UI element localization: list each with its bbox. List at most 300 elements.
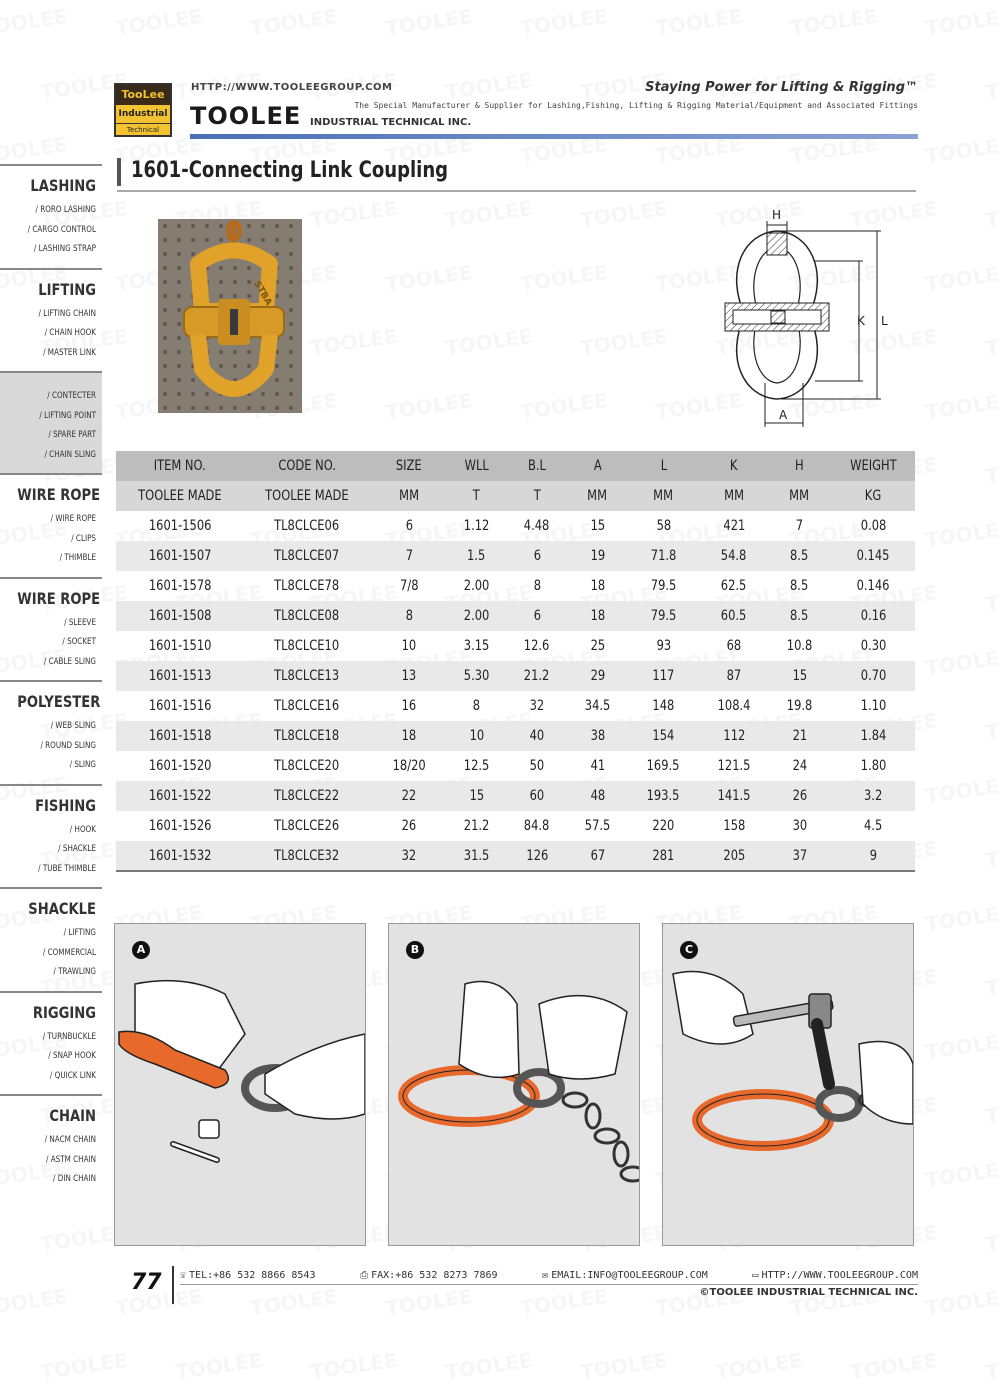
- watermark-text: [984, 196, 1000, 232]
- table-cell-text: 67: [590, 847, 605, 864]
- table-cell-text: 281: [652, 847, 675, 864]
- sidebar-group: [0, 268, 102, 372]
- sidebar-group: [0, 371, 102, 473]
- table-cell: [244, 691, 370, 721]
- table-cell: [244, 661, 370, 691]
- sidebar-item[interactable]: / RORO LASHING: [35, 205, 96, 215]
- table-row: [116, 661, 915, 691]
- table-row: [116, 631, 915, 661]
- column-header-text: H: [795, 458, 804, 474]
- watermark-text: [579, 196, 669, 232]
- table-cell-text: 84.8: [524, 818, 550, 834]
- table-cell: [370, 511, 448, 541]
- table-cell: [505, 511, 569, 541]
- table-cell: [569, 841, 626, 871]
- sidebar-item[interactable]: / DIN CHAIN: [53, 1174, 96, 1184]
- step-c-illustration: [663, 924, 914, 1246]
- table-row: [116, 811, 915, 841]
- watermark-text: [924, 1028, 1000, 1064]
- table-cell: [116, 661, 244, 691]
- company-logo: [114, 83, 172, 137]
- watermark-text: [924, 772, 1000, 808]
- table-cell: [370, 721, 448, 751]
- table-cell: [448, 841, 505, 871]
- table-cell-text: 22: [401, 788, 417, 804]
- table-cell: [767, 751, 832, 781]
- watermark-text: [519, 388, 609, 424]
- table-cell-text: TL8CLCE22: [274, 788, 340, 804]
- table-cell-text: 25: [590, 638, 605, 654]
- unit-header-text: MM: [789, 487, 810, 504]
- table-cell-text: 62.5: [721, 578, 747, 594]
- table-cell: [701, 751, 767, 781]
- table-cell-text: 37: [792, 847, 807, 864]
- table-cell: [701, 781, 767, 811]
- unit-header-text: MM: [724, 487, 744, 504]
- phone-icon: ☏: [180, 1270, 187, 1281]
- unit-header-text: MM: [399, 487, 419, 504]
- unit-header: [448, 481, 505, 511]
- table-cell-text: TL8CLCE06: [274, 518, 340, 535]
- step-b-illustration: [389, 924, 640, 1246]
- table-cell-text: 1601-1507: [148, 548, 212, 564]
- table-cell-text: 10: [401, 638, 417, 654]
- table-cell: [832, 631, 915, 661]
- sidebar-item[interactable]: / CHAIN SLING: [44, 449, 96, 460]
- watermark-text: [924, 4, 1000, 40]
- table-cell-text: 421: [723, 518, 745, 535]
- page-number: 77: [131, 1270, 162, 1295]
- logo-subtext: Industrial: [116, 105, 170, 124]
- watermark-text: [249, 4, 339, 40]
- sidebar-item[interactable]: / MASTER LINK: [43, 347, 96, 358]
- step-panel-b: [388, 923, 640, 1246]
- page-title: 1601-Connecting Link Coupling: [131, 158, 449, 183]
- contact-tel[interactable]: [180, 1270, 315, 1281]
- sidebar-category-title[interactable]: RIGGING: [32, 1002, 96, 1022]
- table-cell-text: 6: [533, 548, 541, 564]
- table-cell: [116, 541, 244, 571]
- table-cell: [832, 811, 915, 841]
- table-cell: [448, 601, 505, 631]
- sidebar-item[interactable]: / LASHING STRAP: [33, 244, 96, 254]
- column-header-text: CODE NO.: [278, 458, 336, 474]
- unit-header: [116, 481, 244, 511]
- sidebar-item[interactable]: / CLIPS: [71, 533, 96, 544]
- sidebar-category-title[interactable]: FISHING: [35, 795, 96, 815]
- table-cell: [767, 721, 832, 751]
- table-cell-text: TL8CLCE26: [274, 818, 340, 834]
- sidebar-item[interactable]: / SLEEVE: [64, 617, 96, 628]
- unit-header: [701, 481, 767, 511]
- table-cell-text: 18: [590, 608, 605, 624]
- table-cell-text: 15: [590, 518, 605, 535]
- table-cell-text: 10: [469, 728, 484, 744]
- table-cell: [701, 601, 767, 631]
- step-badge-c: C: [680, 941, 698, 959]
- table-cell: [569, 601, 626, 631]
- sidebar-item[interactable]: / SLING: [69, 760, 96, 770]
- table-cell: [701, 691, 767, 721]
- sidebar-group: [0, 887, 102, 991]
- table-cell-text: 1601-1526: [148, 818, 212, 834]
- table-row: [116, 511, 915, 541]
- table-cell-text: 38: [590, 728, 605, 744]
- table-cell: [832, 781, 915, 811]
- table-cell: [832, 541, 915, 571]
- column-header: [832, 451, 915, 481]
- table-cell-text: 12.6: [524, 638, 550, 654]
- table-cell-text: 154: [652, 728, 675, 744]
- product-photo: [158, 219, 302, 413]
- sidebar-item[interactable]: / CHAIN HOOK: [44, 328, 96, 338]
- table-cell-text: 4.5: [864, 818, 883, 834]
- unit-header: [832, 481, 915, 511]
- step-badge-a: A: [132, 941, 150, 959]
- table-cell: [116, 781, 244, 811]
- sidebar-item[interactable]: / ASTM CHAIN: [46, 1154, 96, 1165]
- table-row: [116, 601, 915, 631]
- table-cell: [370, 661, 448, 691]
- sidebar-category-title[interactable]: LASHING: [30, 176, 96, 195]
- table-cell: [626, 691, 701, 721]
- sidebar-item[interactable]: / SNAP HOOK: [48, 1051, 96, 1061]
- unit-header: [569, 481, 626, 511]
- table-cell-text: 26: [401, 818, 417, 834]
- table-cell: [701, 811, 767, 841]
- column-header-text: K: [730, 458, 738, 474]
- table-cell-text: 13: [401, 668, 417, 684]
- table-cell-text: 2.00: [463, 608, 490, 624]
- table-cell: [370, 571, 448, 601]
- watermark-text: [984, 580, 1000, 616]
- step-a-illustration: [115, 924, 366, 1246]
- table-cell-text: 126: [526, 847, 548, 864]
- sidebar-item[interactable]: / QUICK LINK: [49, 1070, 96, 1081]
- unit-header-text: T: [533, 487, 541, 504]
- table-cell: [505, 601, 569, 631]
- table-cell: [569, 661, 626, 691]
- table-cell-text: 8.5: [790, 548, 809, 564]
- table-cell-text: 6: [533, 608, 541, 624]
- table-cell: [244, 721, 370, 751]
- tel-text: TEL:+86 532 8866 8543: [189, 1270, 316, 1281]
- table-cell-text: 121.5: [717, 758, 751, 774]
- sidebar-item[interactable]: / THIMBLE: [59, 553, 96, 563]
- table-cell-text: 40: [529, 728, 545, 744]
- table-row: [116, 841, 915, 871]
- table-cell: [505, 811, 569, 841]
- table-cell: [448, 721, 505, 751]
- table-cell: [767, 571, 832, 601]
- table-cell: [569, 571, 626, 601]
- table-cell-text: 8.5: [790, 578, 809, 594]
- column-header-text: ITEM NO.: [153, 458, 207, 474]
- table-cell-text: 41: [590, 758, 605, 774]
- table-cell-text: 19.8: [786, 698, 813, 714]
- table-cell-text: 2.00: [463, 578, 490, 594]
- column-header-text: WLL: [464, 458, 489, 474]
- dim-label-h: H: [772, 208, 782, 222]
- table-cell-text: 169.5: [647, 758, 680, 774]
- table-cell: [370, 841, 448, 871]
- table-cell: [767, 601, 832, 631]
- table-cell: [244, 811, 370, 841]
- column-header: [370, 451, 448, 481]
- table-cell: [116, 691, 244, 721]
- unit-header: [244, 481, 370, 511]
- sidebar-item[interactable]: / WEB SLING: [50, 721, 96, 731]
- table-cell-text: 0.30: [860, 638, 887, 654]
- watermark-text: [0, 132, 69, 168]
- table-cell-text: 21.2: [463, 818, 490, 834]
- sidebar-item[interactable]: / LIFTING POINT: [39, 410, 96, 421]
- table-units-row: [116, 481, 915, 511]
- table-row: [116, 721, 915, 751]
- table-cell: [505, 661, 569, 691]
- sidebar-item[interactable]: / ROUND SLING: [40, 740, 96, 751]
- table-cell: [116, 841, 244, 871]
- table-cell-text: 79.5: [650, 608, 677, 624]
- table-cell-text: 8: [472, 698, 481, 714]
- page-footer: [116, 1262, 918, 1306]
- table-cell: [505, 631, 569, 661]
- sidebar-category-title[interactable]: WIRE ROPE: [17, 588, 101, 608]
- sidebar-item[interactable]: / CONTECTER: [47, 391, 96, 401]
- table-cell-text: 8: [405, 608, 413, 624]
- footer-separator: [172, 1266, 174, 1304]
- table-cell-text: 0.145: [857, 548, 890, 564]
- web-text: HTTP://WWW.TOOLEEGROUP.COM: [761, 1270, 918, 1281]
- table-cell-text: 18/20: [392, 758, 426, 774]
- table-cell: [832, 511, 915, 541]
- table-cell-text: 1.80: [860, 758, 887, 774]
- table-cell-text: 1.10: [860, 698, 887, 714]
- table-cell-text: 108.4: [717, 698, 751, 714]
- table-cell-text: 1601-1532: [148, 847, 212, 864]
- section-heading: [117, 154, 916, 192]
- sidebar-group: [0, 991, 102, 1095]
- watermark-text: [924, 644, 1000, 680]
- sidebar-item[interactable]: / CARGO CONTROL: [27, 224, 96, 235]
- watermark-text: [0, 4, 69, 40]
- table-cell-text: 87: [726, 668, 742, 684]
- table-cell-text: 21: [792, 728, 807, 744]
- table-cell: [701, 721, 767, 751]
- contact-bar: [180, 1270, 918, 1281]
- table-cell: [767, 541, 832, 571]
- watermark-text: [384, 260, 474, 296]
- table-cell: [505, 541, 569, 571]
- table-cell: [626, 661, 701, 691]
- step-badge-b: B: [406, 941, 424, 959]
- table-cell-text: 16: [401, 698, 417, 714]
- table-cell-text: 1601-1508: [148, 608, 212, 624]
- table-cell-text: 58: [656, 518, 671, 535]
- sidebar-item[interactable]: / LIFTING: [63, 928, 96, 938]
- table-cell-text: 68: [726, 638, 742, 654]
- table-cell-text: 24: [792, 758, 807, 774]
- sidebar-category-title[interactable]: WIRE ROPE: [17, 485, 101, 504]
- email-text: EMAIL:INFO@TOOLEEGROUP.COM: [551, 1270, 708, 1281]
- sidebar-item[interactable]: / WIRE ROPE: [50, 514, 96, 524]
- table-cell: [370, 811, 448, 841]
- table-cell: [244, 781, 370, 811]
- sidebar-category-title[interactable]: CHAIN: [49, 1106, 96, 1125]
- contact-web[interactable]: [752, 1270, 918, 1281]
- table-cell-text: 50: [529, 758, 545, 774]
- unit-header-text: MM: [653, 487, 674, 504]
- watermark-text: [984, 452, 1000, 488]
- table-cell: [505, 571, 569, 601]
- contact-email[interactable]: [542, 1270, 708, 1281]
- watermark-text: [984, 964, 1000, 1000]
- watermark-text: [924, 900, 1000, 936]
- table-cell: [832, 571, 915, 601]
- sidebar-item[interactable]: / COMMERCIAL: [42, 947, 96, 958]
- sidebar-item[interactable]: / TURNBUCKLE: [42, 1031, 96, 1042]
- table-cell-text: 32: [529, 698, 545, 714]
- table-cell: [448, 511, 505, 541]
- sidebar-item[interactable]: / TUBE THIMBLE: [38, 863, 96, 874]
- table-cell-text: TL8CLCE16: [274, 698, 340, 714]
- sidebar-group: [0, 577, 102, 681]
- table-cell: [569, 721, 626, 751]
- unit-header: [626, 481, 701, 511]
- watermark-text: [984, 1348, 1000, 1384]
- table-cell: [767, 661, 832, 691]
- table-cell-text: 5.30: [463, 668, 490, 684]
- unit-header: [767, 481, 832, 511]
- column-header: [448, 451, 505, 481]
- table-cell-text: 1601-1510: [148, 638, 212, 654]
- watermark-text: [714, 1348, 804, 1384]
- sidebar-item[interactable]: / HOOK: [69, 824, 96, 835]
- specification-table: [116, 451, 915, 872]
- table-cell: [626, 601, 701, 631]
- table-cell-text: 26: [792, 788, 807, 804]
- sidebar-item[interactable]: / CABLE SLING: [43, 656, 96, 667]
- dim-label-k: K: [857, 314, 865, 328]
- sidebar-item[interactable]: / LIFTING CHAIN: [38, 308, 96, 319]
- table-cell: [767, 511, 832, 541]
- sidebar-item[interactable]: / TRAWLING: [53, 967, 96, 977]
- page-header: [114, 80, 918, 140]
- table-cell-text: TL8CLCE08: [274, 608, 340, 624]
- table-cell-text: 0.16: [860, 608, 887, 624]
- table-cell-text: 60.5: [721, 608, 747, 624]
- table-cell-text: 29: [590, 668, 605, 684]
- table-cell-text: 18: [401, 728, 417, 744]
- table-cell: [370, 631, 448, 661]
- sidebar-category-title[interactable]: POLYESTER: [17, 692, 101, 711]
- table-cell-text: TL8CLCE13: [274, 668, 340, 684]
- table-cell-text: 1.84: [860, 728, 887, 744]
- table-cell: [767, 781, 832, 811]
- table-cell-text: 48: [590, 788, 605, 804]
- table-cell: [569, 781, 626, 811]
- table-cell: [370, 601, 448, 631]
- table-cell-text: 19: [590, 548, 605, 564]
- table-cell-text: 141.5: [717, 788, 751, 804]
- sidebar-category-title[interactable]: LIFTING: [38, 279, 96, 299]
- table-cell: [626, 511, 701, 541]
- sidebar-item[interactable]: / NACM CHAIN: [44, 1135, 96, 1145]
- table-cell: [569, 541, 626, 571]
- table-cell-text: 8.5: [790, 608, 809, 624]
- table-cell: [626, 721, 701, 751]
- column-header: [244, 451, 370, 481]
- watermark-text: [849, 1348, 939, 1384]
- table-cell: [116, 751, 244, 781]
- column-header: [505, 451, 569, 481]
- column-header-text: L: [660, 458, 667, 474]
- tagline: Staying Power for Lifting & Rigging™: [645, 80, 918, 95]
- sidebar-group: [0, 784, 102, 888]
- sidebar-group: [0, 680, 102, 784]
- watermark-text: [579, 1348, 669, 1384]
- contact-fax[interactable]: [360, 1270, 497, 1281]
- table-cell: [569, 631, 626, 661]
- table-cell: [244, 751, 370, 781]
- table-cell: [626, 751, 701, 781]
- table-row: [116, 691, 915, 721]
- sidebar-item[interactable]: / SHACKLE: [58, 844, 96, 854]
- table-cell: [505, 691, 569, 721]
- table-cell-text: 15: [792, 668, 807, 684]
- table-cell-text: 7/8: [399, 578, 419, 594]
- brand-subtitle: INDUSTRIAL TECHNICAL INC.: [310, 117, 472, 128]
- table-cell: [701, 511, 767, 541]
- table-cell-text: 193.5: [647, 788, 680, 804]
- table-cell: [832, 691, 915, 721]
- table-cell-text: 1601-1506: [148, 518, 212, 535]
- table-cell-text: 117: [652, 668, 675, 684]
- table-cell: [448, 751, 505, 781]
- table-cell: [244, 841, 370, 871]
- table-cell: [505, 781, 569, 811]
- table-row: [116, 571, 915, 601]
- table-cell-text: 4.48: [524, 518, 550, 535]
- watermark-text: [984, 324, 1000, 360]
- sidebar-item[interactable]: / SOCKET: [62, 637, 96, 647]
- watermark-text: [924, 132, 1000, 168]
- table-cell-text: 79.5: [650, 578, 677, 594]
- table-cell: [767, 691, 832, 721]
- table-cell: [832, 841, 915, 871]
- table-cell: [448, 811, 505, 841]
- sidebar-category-title[interactable]: SHACKLE: [28, 899, 96, 918]
- table-cell: [701, 571, 767, 601]
- table-cell: [370, 691, 448, 721]
- table-cell-text: 7: [405, 548, 413, 564]
- table-cell: [626, 571, 701, 601]
- table-cell-text: 0.08: [860, 518, 887, 535]
- table-cell: [505, 721, 569, 751]
- header-url[interactable]: HTTP://WWW.TOOLEEGROUP.COM: [191, 82, 393, 93]
- sidebar-item[interactable]: / SPARE PART: [48, 430, 96, 440]
- table-cell: [767, 841, 832, 871]
- watermark-text: [309, 324, 399, 360]
- table-cell-text: TL8CLCE32: [274, 847, 340, 864]
- table-row: [116, 541, 915, 571]
- watermark-text: [444, 324, 534, 360]
- table-cell-text: 6: [405, 518, 413, 535]
- table-cell-text: 34.5: [584, 698, 611, 714]
- table-cell: [244, 541, 370, 571]
- column-header-text: B.L: [528, 458, 546, 474]
- unit-header-text: KG: [865, 487, 882, 504]
